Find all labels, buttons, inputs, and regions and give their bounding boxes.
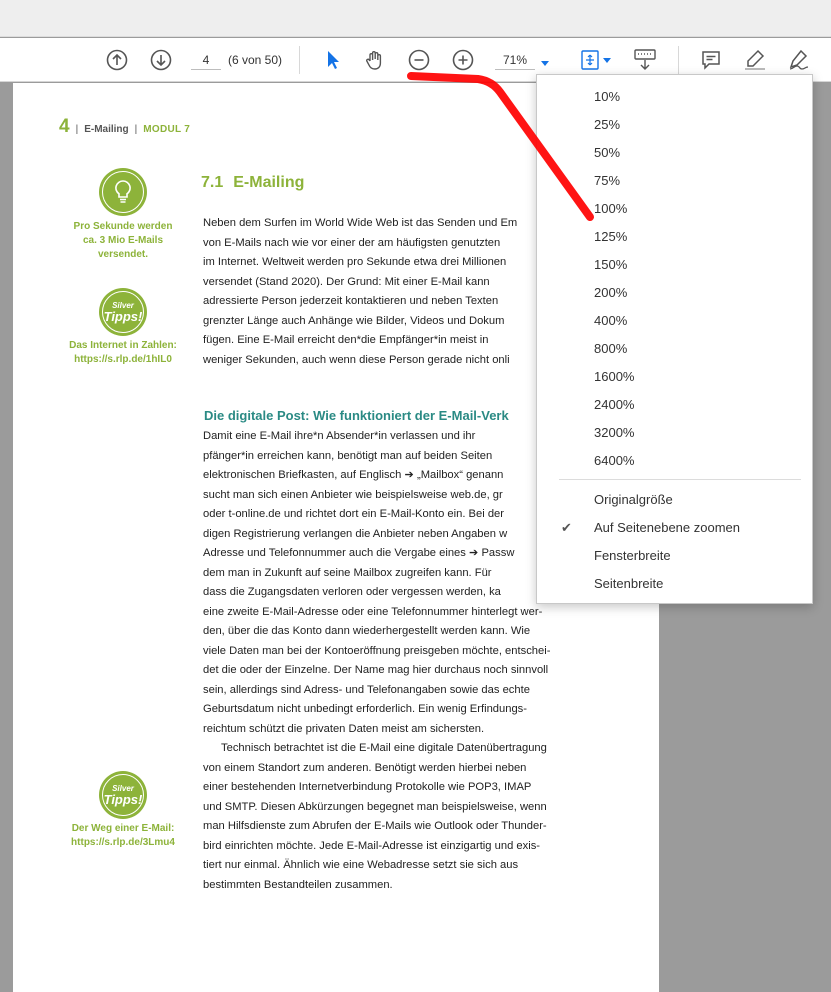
- highlighter-icon: [743, 48, 767, 72]
- chapter-number: 4: [59, 116, 70, 137]
- zoom-option[interactable]: 800%: [594, 341, 628, 356]
- toolbar-divider: [678, 46, 679, 74]
- silver-tipps-badge: Silver Tipps!: [99, 288, 147, 336]
- section-heading: 7.1 E-Mailing: [201, 174, 305, 191]
- menu-divider: [559, 479, 801, 480]
- zoom-mode-actual-size[interactable]: Originalgröße: [594, 492, 673, 507]
- zoom-option[interactable]: 75%: [594, 173, 621, 188]
- caret-down-icon: [540, 59, 550, 67]
- subheading: Die digitale Post: Wie funktioniert der E-Mail-Verk: [204, 408, 509, 423]
- comment-icon: [700, 49, 722, 71]
- zoom-option[interactable]: 400%: [594, 313, 628, 328]
- zoom-mode-fit-window[interactable]: Fensterbreite: [594, 548, 671, 563]
- zoom-option[interactable]: 6400%: [594, 453, 635, 468]
- zoom-option[interactable]: 200%: [594, 285, 628, 300]
- zoom-dropdown-toggle[interactable]: [540, 54, 550, 72]
- previous-page-button[interactable]: [104, 47, 130, 73]
- sidebar-tip: Das Internet in Zahlen: https://s.rlp.de/1hIL0: [69, 340, 177, 365]
- chapter-title: E-Mailing: [84, 124, 129, 135]
- zoom-option[interactable]: 2400%: [594, 397, 635, 412]
- zoom-level-input[interactable]: [495, 50, 535, 70]
- sign-button[interactable]: [786, 47, 812, 73]
- zoom-option[interactable]: 150%: [594, 257, 628, 272]
- scrolling-mode-button[interactable]: [632, 47, 658, 73]
- zoom-option[interactable]: 125%: [594, 229, 628, 244]
- module-label: MODUL 7: [143, 124, 191, 135]
- fit-page-icon: [579, 49, 613, 71]
- zoom-option[interactable]: 25%: [594, 117, 621, 132]
- zoom-mode-fit-page[interactable]: ✔ Auf Seitenebene zoomen: [537, 514, 812, 542]
- silver-tipps-badge: Silver Tipps!: [99, 771, 147, 819]
- zoom-option[interactable]: 100%: [594, 201, 628, 216]
- plus-circle-icon: [452, 49, 474, 71]
- lightbulb-icon: [99, 168, 147, 216]
- body-paragraph: Technisch betrachtet ist die E-Mail eine digitale Datenübertragung von einem Standort zum anderen. Benötigt werden hierbei neben einer bestehenden Internetverbindung Protokolle wie POP3, IMAP und SMTP. Diesen Abkürzungen begegnet man beispielsweise, wenn man Hilfsdienste zum Abrufen der E-Mails wie Outlook oder Thunder- bird einrichten möchte. Jede E-Mail-Adresse ist einzigartig und exis- tiert nur einmal. Ähnlich wie eine Webadresse setzt sie sich aus bestimmten Bestandteilen zusammen.: [203, 742, 547, 891]
- zoom-option[interactable]: 50%: [594, 145, 621, 160]
- pen-sign-icon: [787, 48, 811, 72]
- page-fit-dropdown-button[interactable]: [578, 47, 614, 73]
- window-top-strip: [0, 0, 831, 37]
- sidebar-tip: Der Weg einer E-Mail: https://s.rlp.de/3Lmu4: [71, 823, 175, 848]
- zoom-mode-fit-width[interactable]: Seitenbreite: [594, 576, 664, 591]
- minus-circle-icon: [408, 49, 430, 71]
- checkmark-icon: ✔: [561, 520, 572, 535]
- hand-tool-button[interactable]: [362, 47, 388, 73]
- zoom-dropdown-menu: [536, 74, 813, 604]
- arrow-down-circle-icon: [150, 49, 172, 71]
- zoom-option[interactable]: 10%: [594, 89, 621, 104]
- page-number-input[interactable]: [191, 50, 221, 70]
- keyboard-download-icon: [633, 48, 657, 72]
- next-page-button[interactable]: [148, 47, 174, 73]
- zoom-in-button[interactable]: [450, 47, 476, 73]
- zoom-out-button[interactable]: [406, 47, 432, 73]
- arrow-up-circle-icon: [106, 49, 128, 71]
- cursor-arrow-icon: [325, 50, 341, 70]
- page-header: 4 | E-Mailing | MODUL 7: [59, 116, 191, 137]
- page-count-label: (6 von 50): [228, 53, 283, 67]
- hand-icon: [364, 49, 386, 71]
- toolbar-divider: [299, 46, 300, 74]
- zoom-option[interactable]: 3200%: [594, 425, 635, 440]
- highlight-button[interactable]: [742, 47, 768, 73]
- select-tool-button[interactable]: [320, 47, 346, 73]
- sidebar-fact: Pro Sekunde werden ca. 3 Mio E-Mails versendet.: [73, 221, 173, 260]
- body-paragraph: Neben dem Surfen im World Wide Web ist das Senden und Em von E-Mails nach wie vor einer der am häufigsten genutzten im Internet. Weltweit werden pro Sekunde etwa drei Millionen versendet (Stand 2020). Der Grund: Mit einer E-Mail kann adressierte Person jederzeit kontaktieren und neben Texten grenzter Länge auch Anhänge wie Bilder, Videos und Dokum fügen. Eine E-Mail erreicht den*die Empfänger*in meist in weniger Sekunden, auch wenn diese Person gerade nicht onli: [203, 217, 518, 366]
- zoom-option[interactable]: 1600%: [594, 369, 635, 384]
- comment-button[interactable]: [698, 47, 724, 73]
- body-paragraph: Damit eine E-Mail ihre*n Absender*in verlassen und ihr pfänger*in erreichen kann, benötigt man auf beiden Seiten elektronischen Briefkasten, auf Englisch ➔ „Mailbox“ genann sucht man sich einen Anbieter wie beispielsweise web.de, gr oder t-online.de und richtet dort ein E-Mail-Konto ein. Bei der digen Registrierung verlangen die Anbieter neben Angaben w Adresse und Telefonnummer auch die Vergabe eines ➔ Passw dem man in Zukunft auf seine Mailbox zugreifen kann. Für dass die Zugangsdaten verloren oder vergessen werden, ka eine zweite E-Mail-Adresse oder eine Telefonnummer hinterlegt wer- den, über die das Konto dann wiederhergestellt werden kann. Wie viele Daten man bei der Kontoeröffnung preisgeben möchte, entschei- det die oder der Einzelne. Der Name mag hier durchaus noch sinnvoll sein, allerdings sind Adress- und Telefonangaben sowie das echte Geburtsdatum nicht unbedingt erforderlich. Ein wenig Erfindungs- reichtum schützt die privaten Daten meist am sichersten.: [203, 430, 551, 735]
